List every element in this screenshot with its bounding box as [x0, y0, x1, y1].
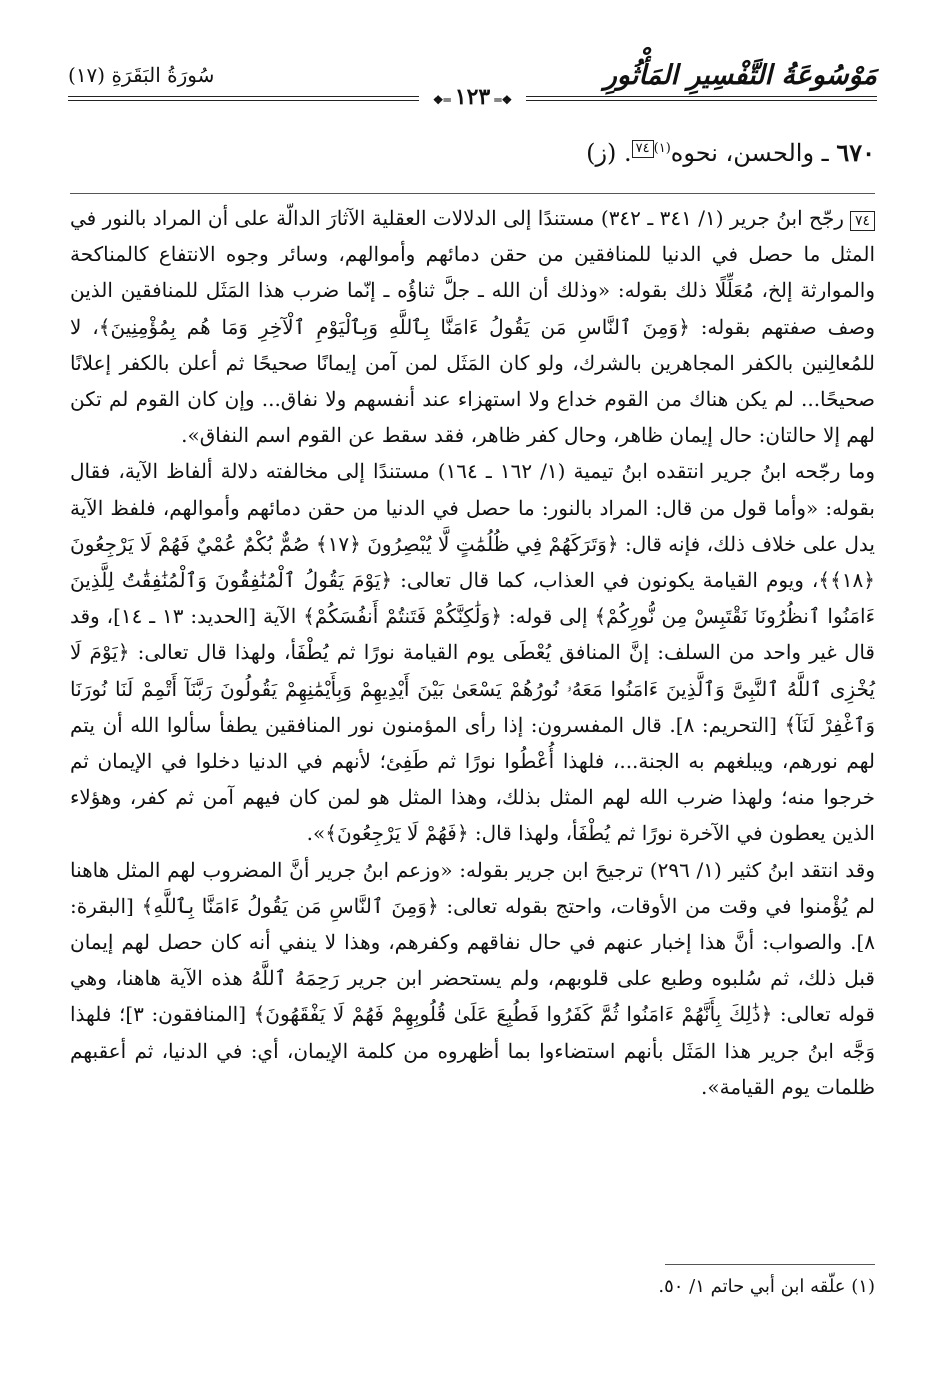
commentary-paragraph: ٧٤رجّح ابنُ جرير (١/ ٣٤١ ـ ٣٤٢) مستندًا إلى الدلالات العقلية الآثارَ الدالّة على أن المراد بالنور في المثل ما حصل في الدنيا للمنافقين من حقن دمائهم وأموالهم، وسائر وجوه الانتفاع كالمناكحة والموارثة إلخ، مُعَلِّلًا ذلك بقوله: «وذلك أن الله ـ جلَّ ثناؤُه ـ إنّما ضرب هذا المَثَل للمنافقين الذين وصف صفتهم بقوله: ﴿وَمِنَ ٱلنَّاسِ مَن يَقُولُ ءَامَنَّا بِٱللَّهِ وَبِٱلْيَوْمِ ٱلْآخِرِ وَمَا هُم بِمُؤْمِنِينَ﴾، لا للمُعالِنين بالكفر المجاهرين بالشرك، ولو كان المَثَل لمن آمن إيمانًا صحيحًا ثم أعلن بالكفر إعلانًا صحيحًا... لم يكن هناك من القوم خداع ولا استهزاء عند أنفسهم ولا نفاق... وإن كان القوم لم تكن لهم إلا حالتان: حال إيمان ظاهر، وحال كفر ظاهر، فقد سقط عن القوم اسم النفاق».: [70, 206, 875, 448]
section-separator: [70, 193, 875, 194]
entry-number: ٦٧٠: [836, 138, 875, 167]
commentary-paragraph: وقد انتقد ابنُ كثير (١/ ٢٩٦) ترجيحَ ابن جرير بقوله: «وزعم ابنُ جرير أنَّ المضروب لهم المثل هاهنا لم يُؤْمنوا في وقت من الأوقات، واحتج بقوله تعالى: ﴿وَمِنَ ٱلنَّاسِ مَن يَقُولُ ءَامَنَّا بِٱللَّهِ﴾ [البقرة: ٨]. والصواب: أنَّ هذا إخبار عنهم في حال نفاقهم وكفرهم، وهذا لا ينفي أنه كان حصل لهم إيمان قبل ذلك، ثم سُلبوه وطبع على قلوبهم، ولم يستحضر ابن جرير رَحِمَهُ ٱللَّهُ هذه الآية هاهنا، وهي قوله تعالى: ﴿ذَٰلِكَ بِأَنَّهُمْ ءَامَنُوا ثُمَّ كَفَرُوا فَطُبِعَ عَلَىٰ قُلُوبِهِمْ فَهُمْ لَا يَفْقَهُونَ﴾ [المنافقون: ٣]؛ فلهذا وَجَّه ابنُ جرير هذا المَثَل بأنهم استضاءوا بما أظهروه من كلمة الإيمان، أي: في الدنيا، ثم أعقبهم ظلمات يوم القيامة».: [70, 857, 875, 1099]
ornament-icon: ═❖: [494, 93, 513, 107]
ornament-icon: ❖═: [432, 93, 451, 107]
commentary-paragraph: وما رجّحه ابنُ جرير انتقده ابنُ تيمية (١/ ١٦٢ ـ ١٦٤) مستندًا إلى مخالفته دلالة ألفاظ الآية، فقال بقوله: «وأما قول من قال: المراد بالنور: ما حصل في الدنيا من حقن دمائهم وأموالهم، فلفظ الآية يدل على خلاف ذلك، فإنه قال: ﴿وَتَرَكَهُمْ فِي ظُلُمَٰتٍ لَّا يُبْصِرُونَ ﴿١٧﴾ صُمٌّ بُكْمٌ عُمْيٌ فَهُمْ لَا يَرْجِعُونَ ﴿١٨﴾﴾، ويوم القيامة يكونون في العذاب، كما قال تعالى: ﴿يَوْمَ يَقُولُ ٱلْمُنَٰفِقُونَ وَٱلْمُنَٰفِقَٰتُ لِلَّذِينَ ءَامَنُوا ٱنظُرُونَا نَقْتَبِسْ مِن نُّورِكُمْ﴾ إلى قوله: ﴿وَلَٰكِنَّكُمْ فَتَنتُمْ أَنفُسَكُمْ﴾ الآية [الحديد: ١٣ ـ ١٤]، وقد قال غير واحد من السلف: إنَّ المنافق يُعْطَى يوم القيامة نورًا ثم يُطْفَأ، ولهذا قال تعالى: ﴿يَوْمَ لَا يُخْزِى ٱللَّهُ ٱلنَّبِىَّ وَٱلَّذِينَ ءَامَنُوا مَعَهُۥ نُورُهُمْ يَسْعَىٰ بَيْنَ أَيْدِيهِمْ وَبِأَيْمَٰنِهِمْ يَقُولُونَ رَبَّنَآ أَتْمِمْ لَنَا نُورَنَا وَٱغْفِرْ لَنَآ﴾ [التحريم: ٨]. قال المفسرون: إذا رأى المؤمنون نور المنافقين يطفأ سألوا الله أن يتم لهم نورهم، ويبلغهم به الجنة...، فلهذا أُعْطُوا نورًا ثم طَفِئ؛ لأنهم في الدنيا دخلوا في الإيمان ثم خرجوا منه؛ ولهذا ضرب الله لهم المثل بذلك، وهذا المثل هو لمن كان فيهم آمن ثم كفر، وهؤلاء الذين يعطون في الآخرة نورًا ثم يُطْفَأ، ولهذا قال: ﴿فَهُمْ لَا يَرْجِعُونَ﴾».: [70, 459, 876, 846]
surah-label: سُورَةُ البَقَرَةِ (١٧): [68, 63, 215, 87]
page-number-wrap: [0, 84, 945, 110]
footnote-rule: [665, 1264, 875, 1265]
footnote: (١) علّقه ابن أبي حاتم ١/ ٥٠.: [658, 1276, 875, 1297]
narration-entry: [70, 132, 875, 174]
entry-text: ـ والحسن، نحوه: [670, 139, 829, 167]
book-title: مَوْسُوعَةُ التَّفْسِيرِ المَأْثُورِ: [603, 59, 877, 91]
commentary-ref-box[interactable]: ٧٤: [632, 140, 654, 158]
entry-source: . (ز): [586, 139, 632, 167]
footnote-ref[interactable]: (١): [653, 141, 671, 156]
page-number: ❖═ ١٢٣ ═❖: [419, 84, 526, 110]
commentary-block: [70, 200, 875, 1105]
commentary-tag: ٧٤: [850, 211, 875, 231]
